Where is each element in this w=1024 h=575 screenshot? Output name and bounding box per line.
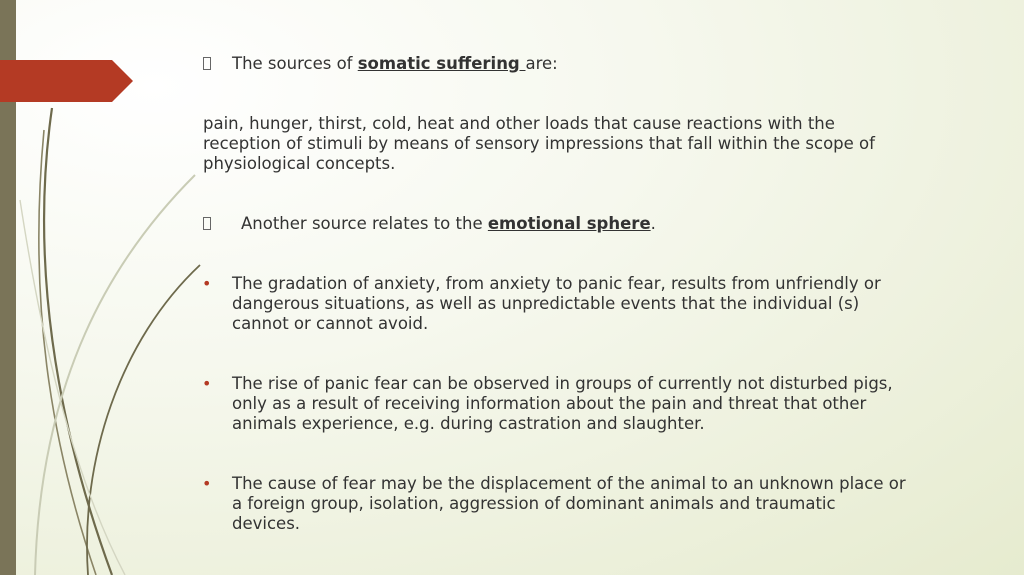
bullet-icon: • <box>202 474 212 493</box>
item1-emphasis: somatic suffering <box>357 54 526 73</box>
paragraph-line-2: reception of stimuli by means of sensory impressions that fall within the scope of <box>203 134 875 153</box>
bullet3-line-2: a foreign group, isolation, aggression of dominant animals and traumatic <box>232 494 836 513</box>
square-bullet-icon <box>203 217 211 230</box>
item2-emphasis: emotional sphere <box>487 214 651 233</box>
emotional-source-line <box>241 214 656 234</box>
bullet1-line-3: cannot or cannot avoid. <box>232 314 429 333</box>
item1-prefix: The sources of <box>232 54 358 73</box>
paragraph-line-1: pain, hunger, thirst, cold, heat and other loads that cause reactions with the <box>203 114 835 133</box>
bullet3-line-1: The cause of fear may be the displacement of the animal to an unknown place or <box>232 474 906 493</box>
bullet-icon: • <box>202 274 212 293</box>
bullet1-line-1: The gradation of anxiety, from anxiety to panic fear, results from unfriendly or <box>232 274 881 293</box>
square-bullet-icon <box>203 57 211 70</box>
bullet2-line-1: The rise of panic fear can be observed in groups of currently not disturbed pigs, <box>232 374 893 393</box>
bullet1-line-2: dangerous situations, as well as unpredictable events that the individual (s) <box>232 294 860 313</box>
item2-suffix: . <box>650 214 656 233</box>
bullet-icon: • <box>202 374 212 393</box>
paragraph-line-3: physiological concepts. <box>203 154 396 173</box>
item2-prefix: Another source relates to the <box>241 214 488 233</box>
bullet2-line-3: animals experience, e.g. during castration and slaughter. <box>232 414 705 433</box>
item1-suffix: are: <box>525 54 558 73</box>
bullet2-line-2: only as a result of receiving information about the pain and threat that other <box>232 394 867 413</box>
somatic-sources-line <box>232 54 558 74</box>
bullet3-line-3: devices. <box>232 514 301 533</box>
